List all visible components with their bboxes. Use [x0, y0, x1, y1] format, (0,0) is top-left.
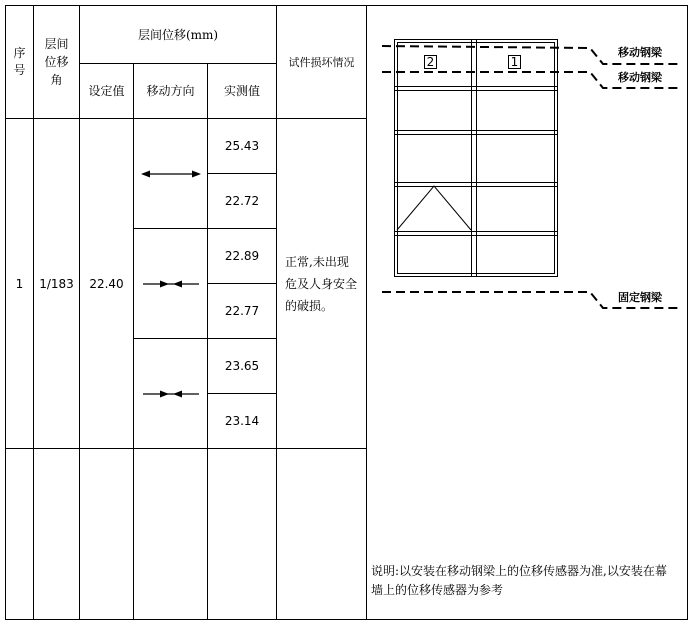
measured-value-text: 25.43 [224, 139, 260, 153]
beam-lines [382, 46, 682, 308]
diagram-note [371, 562, 686, 600]
cell-set-value-text: 22.40 [89, 276, 124, 291]
beam-label-moving-2: 移动钢梁 [618, 71, 662, 84]
header-measured-text: 实测值 [223, 84, 260, 98]
cell-seq-text: 1 [15, 276, 24, 291]
measured-value-text: 22.89 [224, 249, 260, 263]
header-direction-text: 移动方向 [146, 84, 195, 98]
cell-damage-text: 正常,未出现危及人身安全的破损。 [285, 254, 358, 313]
measured-value-text: 22.77 [224, 304, 260, 318]
header-drift-mm-text: 层间位移(mm) [137, 27, 219, 42]
measured-value-text: 23.14 [224, 414, 260, 428]
measured-value-text: 23.65 [224, 359, 260, 373]
panel-label-1 [509, 55, 521, 69]
measured-value-text: 22.72 [224, 194, 260, 208]
wall-frame [395, 40, 558, 277]
panel-label-2 [425, 55, 437, 69]
svg-text:1: 1 [510, 55, 519, 69]
note-line-1: 说明:以安装在移动钢梁上的位移传感器为准,以安装在幕 [371, 564, 667, 578]
beam-label-fixed: 固定钢梁 [618, 291, 662, 304]
header-seq-text: 序号 [13, 46, 26, 77]
header-set-value-text: 设定值 [88, 84, 125, 98]
header-drift-angle-text: 层间位移角 [44, 37, 69, 87]
header-damage-text: 试件损坏情况 [288, 55, 355, 69]
beam-label-moving-1: 移动钢梁 [618, 46, 662, 59]
cell-drift-angle-text: 1/183 [39, 276, 74, 291]
note-line-2: 墙上的位移传感器为参考 [371, 583, 504, 597]
svg-text:2: 2 [426, 55, 435, 69]
